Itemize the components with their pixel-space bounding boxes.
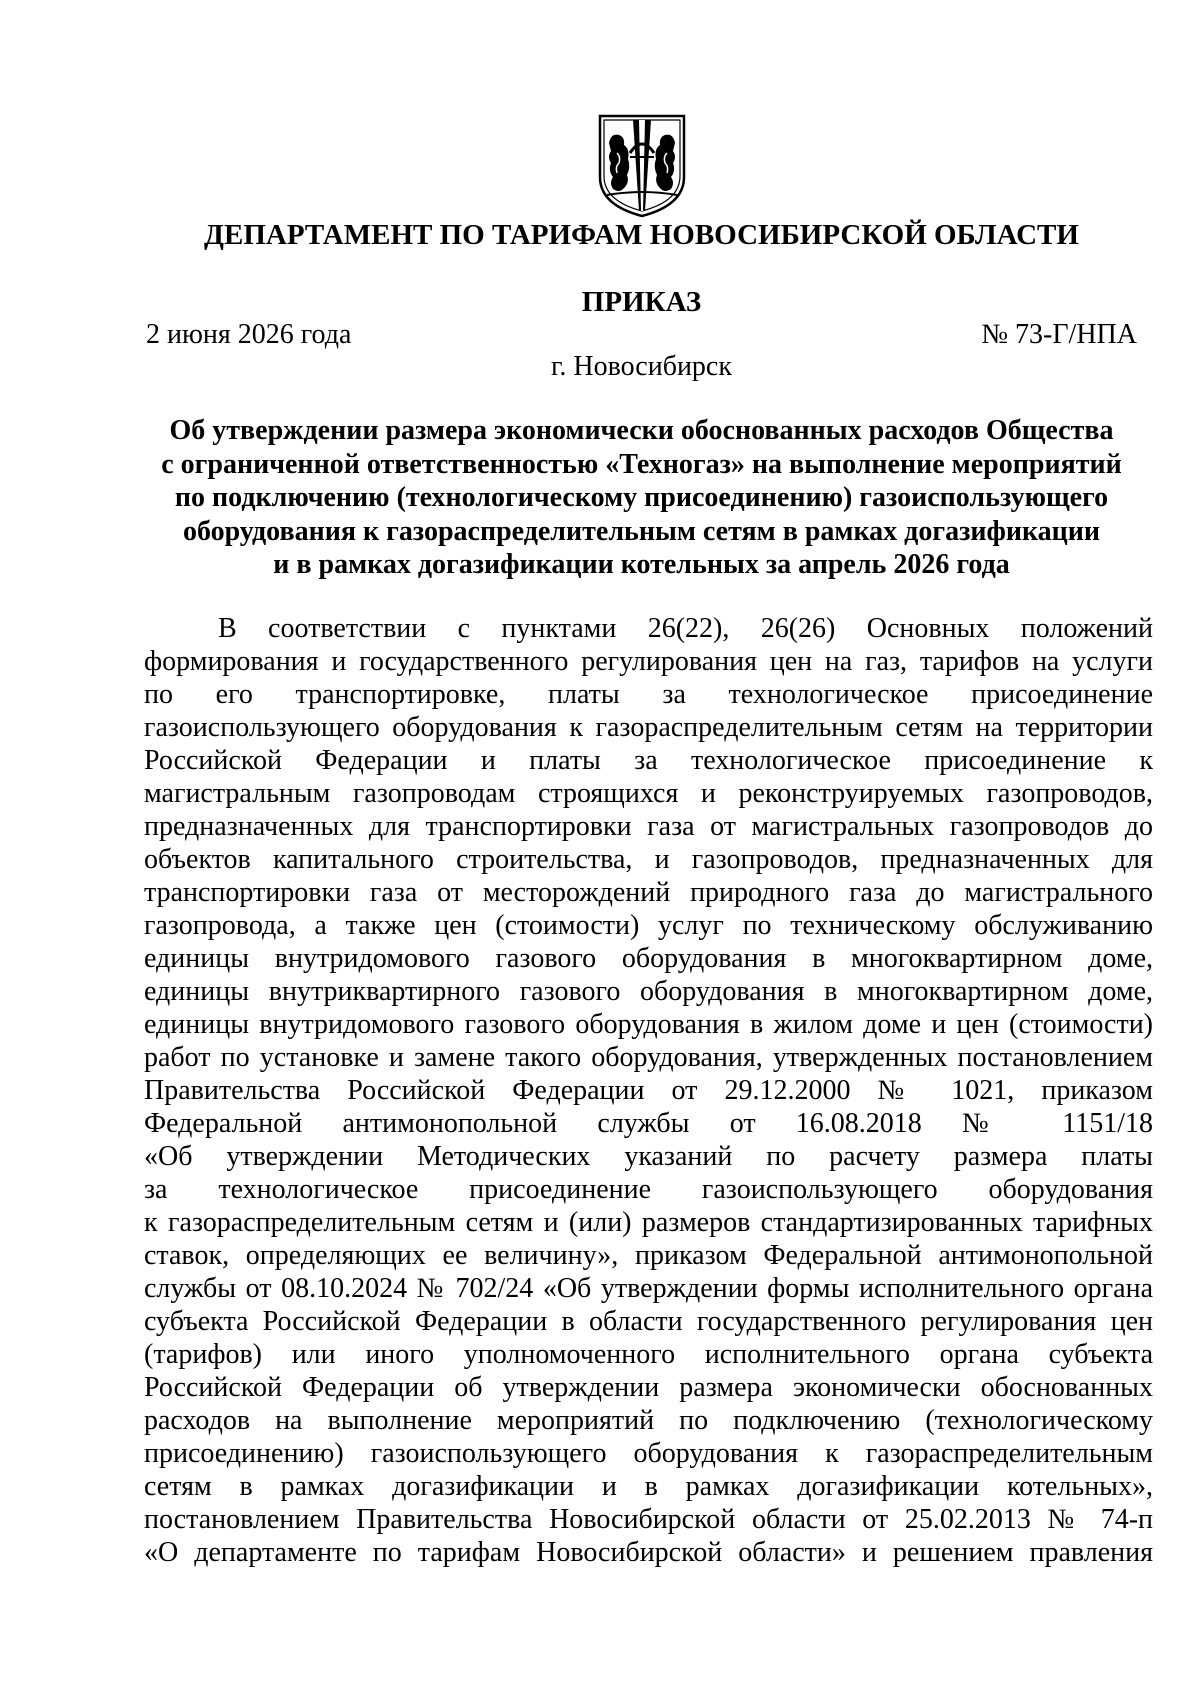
body-line: Российской Федерации об утверждении размера экономически обоснованных — [144, 1372, 1153, 1403]
body-line: «Об утверждении Методических указаний по расчету размера платы — [144, 1141, 1153, 1172]
body-line: Федеральной антимонопольной службы от 16.08.2018 № 1151/18 — [144, 1108, 1153, 1139]
body-line: предназначенных для транспортировки газа от магистральных газопроводов до — [144, 811, 1153, 842]
body-line: службы от 08.10.2024 № 702/24 «Об утверждении формы исполнительного органа — [144, 1273, 1153, 1304]
subject-line: Об утверждении размера экономически обоснованных расходов Общества — [169, 415, 1114, 446]
body-line: формирования и государственного регулирования цен на газ, тарифов на услуги — [144, 646, 1153, 677]
body-line: сетям в рамках догазификации и в рамках догазификации котельных», — [144, 1471, 1153, 1502]
body-line: по его транспортировке, платы за технологическое присоединение — [144, 679, 1153, 710]
subject-line: по подключению (технологическому присоединению) газоиспользующего — [174, 482, 1109, 513]
body-line: единицы внутриквартирного газового оборудования в многоквартирном доме, — [144, 976, 1153, 1007]
body-line: газоиспользующего оборудования к газораспределительным сетям на территории — [144, 712, 1153, 743]
body-line: магистральным газопроводам строящихся и реконструируемых газопроводов, — [144, 778, 1153, 809]
body-line: ставок, определяющих ее величину», приказом Федеральной антимонопольной — [144, 1240, 1153, 1271]
body-line: субъекта Российской Федерации в области государственного регулирования цен — [144, 1306, 1153, 1337]
subject-line: оборудования к газораспределительным сетям в рамках догазификации — [182, 515, 1101, 547]
document-type: ПРИКАЗ — [581, 286, 702, 318]
order-subject — [130, 414, 1153, 582]
subject-line: с ограниченной ответственностью «Техногаз» на выполнение мероприятий — [161, 448, 1122, 480]
body-line: транспортировки газа от месторождений природного газа до магистрального — [144, 877, 1153, 908]
body-line: В соответствии с пунктами 26(22), 26(26) Основных положений — [218, 613, 1153, 644]
body-line: единицы внутридомового газового оборудования в жилом доме и цен (стоимости) — [144, 1009, 1153, 1040]
body-line: к газораспределительным сетям и (или) размеров стандартизированных тарифных — [144, 1207, 1153, 1238]
body-line: работ по установке и замене такого оборудования, утвержденных постановлением — [144, 1042, 1153, 1073]
order-date: 2 июня 2026 года — [146, 319, 352, 350]
department-name: ДЕПАРТАМЕНТ ПО ТАРИФАМ НОВОСИБИРСКОЙ ОБЛАСТИ — [204, 219, 1079, 251]
order-body — [144, 612, 1153, 1569]
coat-of-arms-icon — [597, 113, 687, 219]
body-line: постановлением Правительства Новосибирской области от 25.02.2013 № 74-п — [144, 1504, 1153, 1535]
body-line: Российской Федерации и платы за технологическое присоединение к — [144, 745, 1153, 776]
body-line: единицы внутридомового газового оборудования в многоквартирном доме, — [144, 943, 1153, 974]
body-line: за технологическое присоединение газоиспользующего оборудования — [144, 1174, 1153, 1205]
order-number: № 73-Г/НПА — [981, 319, 1137, 350]
body-line: (тарифов) или иного уполномоченного исполнительного органа субъекта — [144, 1339, 1153, 1370]
body-line: присоединению) газоиспользующего оборудования к газораспределительным — [144, 1438, 1153, 1469]
body-line: газопровода, а также цен (стоимости) услуг по техническому обслуживанию — [144, 910, 1153, 941]
body-line: Правительства Российской Федерации от 29.12.2000 № 1021, приказом — [144, 1075, 1153, 1106]
subject-line: и в рамках догазификации котельных за апрель 2026 года — [273, 549, 1010, 580]
order-city: г. Новосибирск — [551, 351, 732, 382]
body-line: объектов капитального строительства, и газопроводов, предназначенных для — [144, 844, 1153, 875]
body-line: «О департаменте по тарифам Новосибирской области» и решением правления — [144, 1537, 1153, 1568]
body-line: расходов на выполнение мероприятий по подключению (технологическому — [144, 1405, 1153, 1436]
